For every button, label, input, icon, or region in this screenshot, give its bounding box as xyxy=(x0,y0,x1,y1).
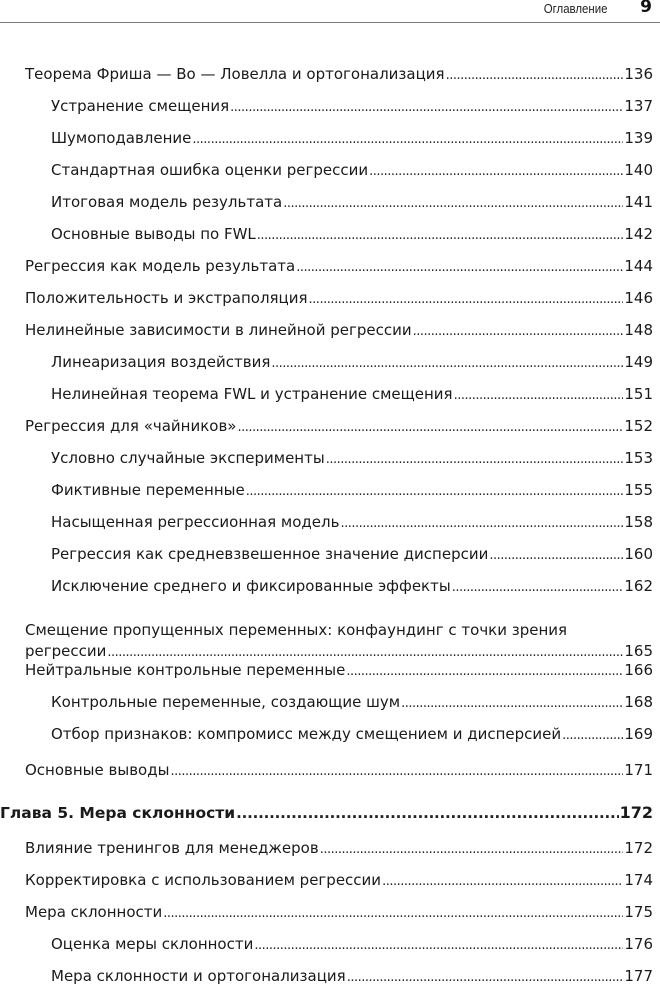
toc-subsection-entry[interactable] xyxy=(51,384,653,406)
dot-leader xyxy=(283,193,623,214)
toc-entry-title: Положительность и экстраполяция xyxy=(25,289,308,307)
dot-leader xyxy=(309,289,624,310)
toc-entry-title: Фиктивные переменные xyxy=(51,481,245,499)
toc-subsection-entry[interactable] xyxy=(51,934,653,956)
toc-entry-title: Мера склонности xyxy=(25,903,163,921)
toc-entry-page-number: 139 xyxy=(624,129,653,147)
toc-entry-title: Стандартная ошибка оценки регрессии xyxy=(51,161,369,179)
toc-entry-page-number: 142 xyxy=(624,225,653,243)
toc-entry-title: Итоговая модель результата xyxy=(51,193,283,211)
dot-leader xyxy=(446,65,624,86)
toc-subsection-entry[interactable] xyxy=(51,480,653,502)
toc-entry-page-number: 146 xyxy=(624,289,653,307)
dot-leader xyxy=(369,161,623,182)
dot-leader xyxy=(382,871,623,892)
running-header-title: Оглавление xyxy=(543,1,607,16)
dot-leader xyxy=(257,225,624,246)
toc-entry-title: Регрессия как средневзвешенное значение дисперсии xyxy=(51,545,489,563)
toc-subsection-entry[interactable] xyxy=(51,224,653,246)
toc-chapter-entry[interactable] xyxy=(0,802,653,824)
toc-entry-page-number: 165 xyxy=(624,642,653,660)
toc-entry-title: Отбор признаков: компромисс между смещением и дисперсией xyxy=(51,725,562,743)
dot-leader xyxy=(413,321,624,342)
toc-entry-page-number: 137 xyxy=(624,97,653,115)
toc-entry-title: Основные выводы по FWL xyxy=(51,225,256,243)
toc-entry-page-number: 140 xyxy=(624,161,653,179)
toc-subsection-entry[interactable] xyxy=(51,352,653,374)
page-number: 9 xyxy=(640,0,652,17)
toc-subsection-entry[interactable] xyxy=(51,96,653,118)
toc-entry-title-line1: Смещение пропущенных переменных: конфаундинг с точки зрения xyxy=(25,621,568,639)
dot-leader xyxy=(562,725,623,746)
toc-entry-page-number: 153 xyxy=(624,449,653,467)
dot-leader xyxy=(230,97,623,118)
toc-entry-title: Теорема Фриша — Во — Ловелла и ортогонализация xyxy=(25,65,445,83)
toc-entry-page-number: 162 xyxy=(624,577,653,595)
toc-section-entry[interactable] xyxy=(25,64,653,86)
dot-leader xyxy=(170,761,623,782)
dot-leader xyxy=(271,353,623,374)
toc-subsection-entry[interactable] xyxy=(51,160,653,182)
toc-section-entry[interactable] xyxy=(25,288,653,310)
dot-leader xyxy=(192,129,623,150)
dot-leader xyxy=(346,661,623,682)
toc-entry-title: Условно случайные эксперименты xyxy=(51,449,325,467)
toc-section-entry[interactable] xyxy=(25,416,653,438)
toc-subsection-entry[interactable] xyxy=(51,724,653,746)
toc-section-entry[interactable] xyxy=(25,256,653,278)
dot-leader xyxy=(236,803,618,824)
toc-entry-title: Контрольные переменные, создающие шум xyxy=(51,693,401,711)
toc-entry-title: Нейтральные контрольные переменные xyxy=(25,661,346,679)
dot-leader xyxy=(340,513,623,534)
toc-entry-page-number: 158 xyxy=(624,513,653,531)
toc-subsection-entry[interactable] xyxy=(51,692,653,714)
toc-entry-page-number: 177 xyxy=(624,967,653,985)
toc-subsection-entry[interactable] xyxy=(51,576,653,598)
dot-leader xyxy=(454,385,624,406)
dot-leader xyxy=(320,839,624,860)
toc-entry-page-number: 148 xyxy=(624,321,653,339)
toc-section-entry[interactable] xyxy=(25,660,653,682)
dot-leader xyxy=(296,257,623,278)
toc-entry-title: регрессии xyxy=(25,642,107,660)
toc-entry-title: Насыщенная регрессионная модель xyxy=(51,513,340,531)
toc-section-entry[interactable] xyxy=(25,320,653,342)
toc-entry-title: Оценка меры склонности xyxy=(51,935,254,953)
toc-entry-title: Регрессия как модель результата xyxy=(25,257,296,275)
toc-entry-title: Линеаризация воздействия xyxy=(51,353,271,371)
dot-leader xyxy=(246,481,624,502)
toc-entry-title: Нелинейные зависимости в линейной регрессии xyxy=(25,321,412,339)
toc-entry-page-number: 168 xyxy=(624,693,653,711)
toc-entry-title: Устранение смещения xyxy=(51,97,230,115)
dot-leader xyxy=(237,417,623,438)
toc-entry-title: Нелинейная теорема FWL и устранение смещения xyxy=(51,385,453,403)
toc-entry-page-number: 136 xyxy=(624,65,653,83)
dot-leader xyxy=(254,935,623,956)
toc-subsection-entry[interactable] xyxy=(51,128,653,150)
toc-entry-title: Регрессия для «чайников» xyxy=(25,417,237,435)
dot-leader xyxy=(401,693,623,714)
toc-entry-page-number: 144 xyxy=(624,257,653,275)
toc-entry-title: Шумоподавление xyxy=(51,129,192,147)
toc-entry-page-number: 171 xyxy=(624,761,653,779)
toc-entry-page-number: 172 xyxy=(619,803,653,822)
dot-leader xyxy=(489,545,623,566)
toc-entry-title: Влияние тренингов для менеджеров xyxy=(25,839,319,857)
toc-entry-title: Исключение среднего и фиксированные эффекты xyxy=(51,577,451,595)
toc-subsection-entry[interactable] xyxy=(51,966,653,988)
toc-entry-page-number: 172 xyxy=(624,839,653,857)
toc-entry-page-number: 149 xyxy=(624,353,653,371)
toc-entry-title: Глава 5. Мера склонности xyxy=(0,804,236,822)
dot-leader xyxy=(452,577,624,598)
dot-leader xyxy=(163,903,623,924)
toc-entry-title: Мера склонности и ортогонализация xyxy=(51,967,346,985)
toc-entry-page-number: 176 xyxy=(624,935,653,953)
toc-entry-title: Корректировка с использованием регрессии xyxy=(25,871,382,889)
toc-section-entry[interactable] xyxy=(25,620,653,663)
toc-entry-page-number: 151 xyxy=(624,385,653,403)
toc-subsection-entry[interactable] xyxy=(51,448,653,470)
toc-entry-page-number: 152 xyxy=(624,417,653,435)
toc-subsection-entry[interactable] xyxy=(51,192,653,214)
toc-section-entry[interactable] xyxy=(25,902,653,924)
toc-entry-page-number: 160 xyxy=(624,545,653,563)
toc-entry-page-number: 141 xyxy=(624,193,653,211)
running-header xyxy=(0,0,660,23)
toc-entry-page-number: 155 xyxy=(624,481,653,499)
toc-section-entry[interactable] xyxy=(25,760,653,782)
toc-subsection-entry[interactable] xyxy=(51,512,653,534)
toc-section-entry[interactable] xyxy=(25,838,653,860)
toc-entry-page-number: 175 xyxy=(624,903,653,921)
toc-entry-page-number: 166 xyxy=(624,661,653,679)
toc-subsection-entry[interactable] xyxy=(51,544,653,566)
dot-leader xyxy=(347,967,624,988)
toc-entry-page-number: 169 xyxy=(624,725,653,743)
toc-entry-page-number: 174 xyxy=(624,871,653,889)
toc-section-entry[interactable] xyxy=(25,870,653,892)
dot-leader xyxy=(326,449,624,470)
toc-entry-title: Основные выводы xyxy=(25,761,170,779)
